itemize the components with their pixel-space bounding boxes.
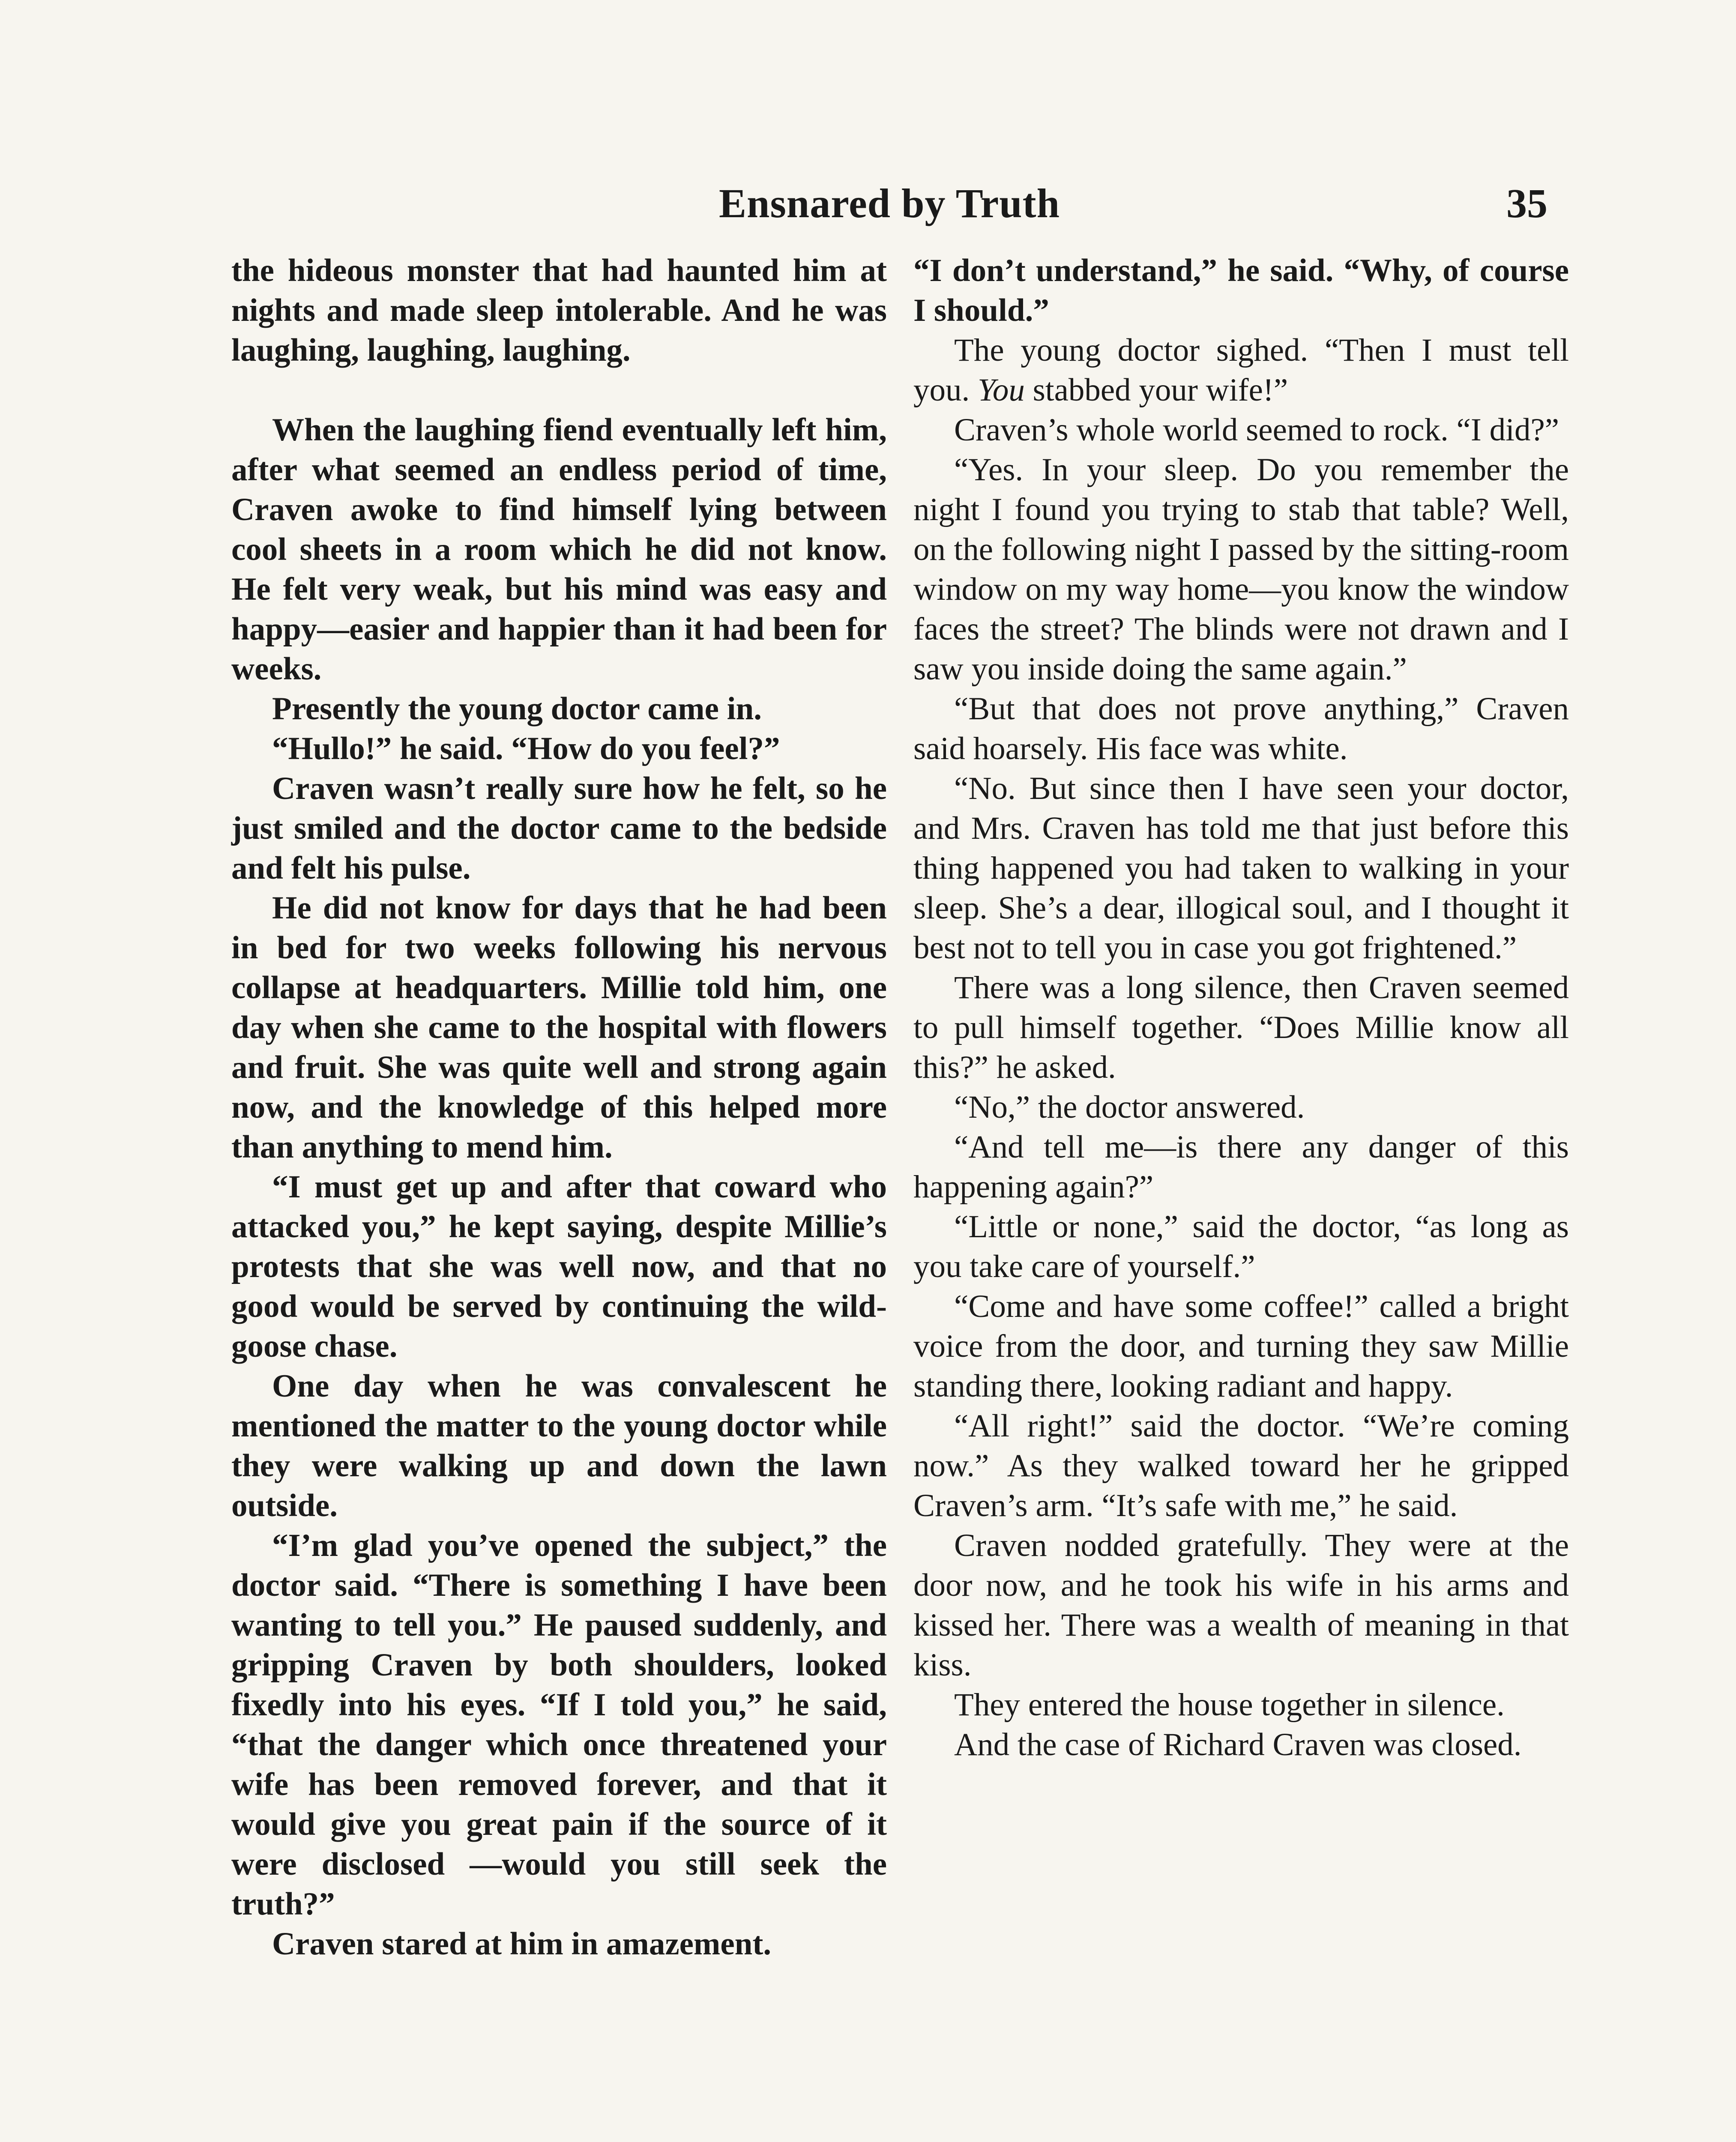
paragraph: “I must get up and after that coward who attacked you,” he kept saying, despite Millie’s protests that she was well now, and that no good would be served by continuing the wild-goose chase.: [231, 1169, 887, 1364]
paragraph: Craven nodded gratefully. They were at the door now, and he took his wife in his arms and kissed her. There was a wealth of meaning in that kiss.: [913, 1528, 1569, 1683]
paragraph: Craven stared at him in amazement.: [272, 1926, 772, 1962]
paragraph: the hideous monster that had haunted him at nights and made sleep intolerable. And he was laughing, laughing, laughing.: [231, 253, 887, 368]
paragraph-text: The young doctor sighed. “Then I must tell you.: [913, 332, 1569, 408]
running-title: Ensnared by Truth: [719, 180, 1060, 226]
page-header: [231, 171, 1547, 236]
paragraph: “Hullo!” he said. “How do you feel?”: [272, 731, 780, 766]
paragraph: “No,” the doctor answered.: [954, 1089, 1305, 1125]
paragraph: He did not know for days that he had been in bed for two weeks following his nervous collapse at headquarters. Millie told him, one day when she came to the hospital with flowers and fruit. She was quite well and strong again now, and the knowledge of this helped more than anything to mend him.: [231, 890, 887, 1165]
paragraph: “Yes. In your sleep. Do you remember the night I found you trying to stab that table? Well, on the following night I passed by the sitting-room window on my way home—you know the window faces the street? The blinds were not drawn and I saw you inside doing the same again.”: [913, 452, 1569, 687]
paragraph: “I’m glad you’ve opened the subject,” the doctor said. “There is something I have been wanting to tell you.” He paused suddenly, and gripping Craven by both shoulders, looked fixedly into his eyes. “If I told you,” he said, “that the danger which once threatened your wife has been removed forever, and that it would give you great pain if the source of it were disclosed —would you still seek the truth?”: [231, 1528, 887, 1922]
paragraph: “But that does not prove anything,” Craven said hoarsely. His face was white.: [913, 691, 1569, 766]
emphasis-text: You: [978, 372, 1025, 408]
paragraph: And the case of Richard Craven was closed.: [954, 1727, 1522, 1762]
paragraph: “No. But since then I have seen your doctor, and Mrs. Craven has told me that just before this thing happened you had taken to walking in your sleep. She’s a dear, illogical soul, and I thought it best not to tell you in case you got frightened.”: [913, 771, 1569, 966]
paragraph: [913, 330, 1569, 410]
page-number: 35: [1506, 180, 1547, 226]
paragraph: “And tell me—is there any danger of this happening again?”: [913, 1129, 1569, 1205]
paragraph: They entered the house together in silence.: [954, 1687, 1505, 1723]
paragraph: “Come and have some coffee!” called a bright voice from the door, and turning they saw Millie standing there, looking radiant and happy.: [913, 1289, 1569, 1404]
paragraph: There was a long silence, then Craven seemed to pull himself together. “Does Millie know all this?” he asked.: [913, 970, 1569, 1085]
paragraph-text: stabbed your wife!”: [1024, 372, 1288, 408]
paragraph: “Little or none,” said the doctor, “as long as you take care of yourself.”: [913, 1209, 1569, 1284]
paragraph: Craven’s whole world seemed to rock. “I did?”: [954, 412, 1559, 448]
paragraph: “All right!” said the doctor. “We’re coming now.” As they walked toward her he gripped Craven’s arm. “It’s safe with me,” he said.: [913, 1408, 1569, 1523]
paragraph: Craven wasn’t really sure how he felt, so he just smiled and the doctor came to the bedside and felt his pulse.: [231, 771, 887, 886]
paragraph: Presently the young doctor came in.: [272, 691, 762, 727]
paragraph: When the laughing fiend eventually left him, after what seemed an endless period of time, Craven awoke to find himself lying between cool sheets in a room which he did not know. He felt very weak, but his mind was easy and happy—easier and happier than it had been for weeks.: [231, 412, 887, 687]
paragraph: One day when he was convalescent he mentioned the matter to the young doctor while they were walking up and down the lawn outside.: [231, 1368, 887, 1523]
left-column: [231, 251, 887, 1964]
paragraph: “I don’t understand,” he said. “Why, of course I should.”: [913, 253, 1569, 328]
right-column: [913, 251, 1569, 1765]
